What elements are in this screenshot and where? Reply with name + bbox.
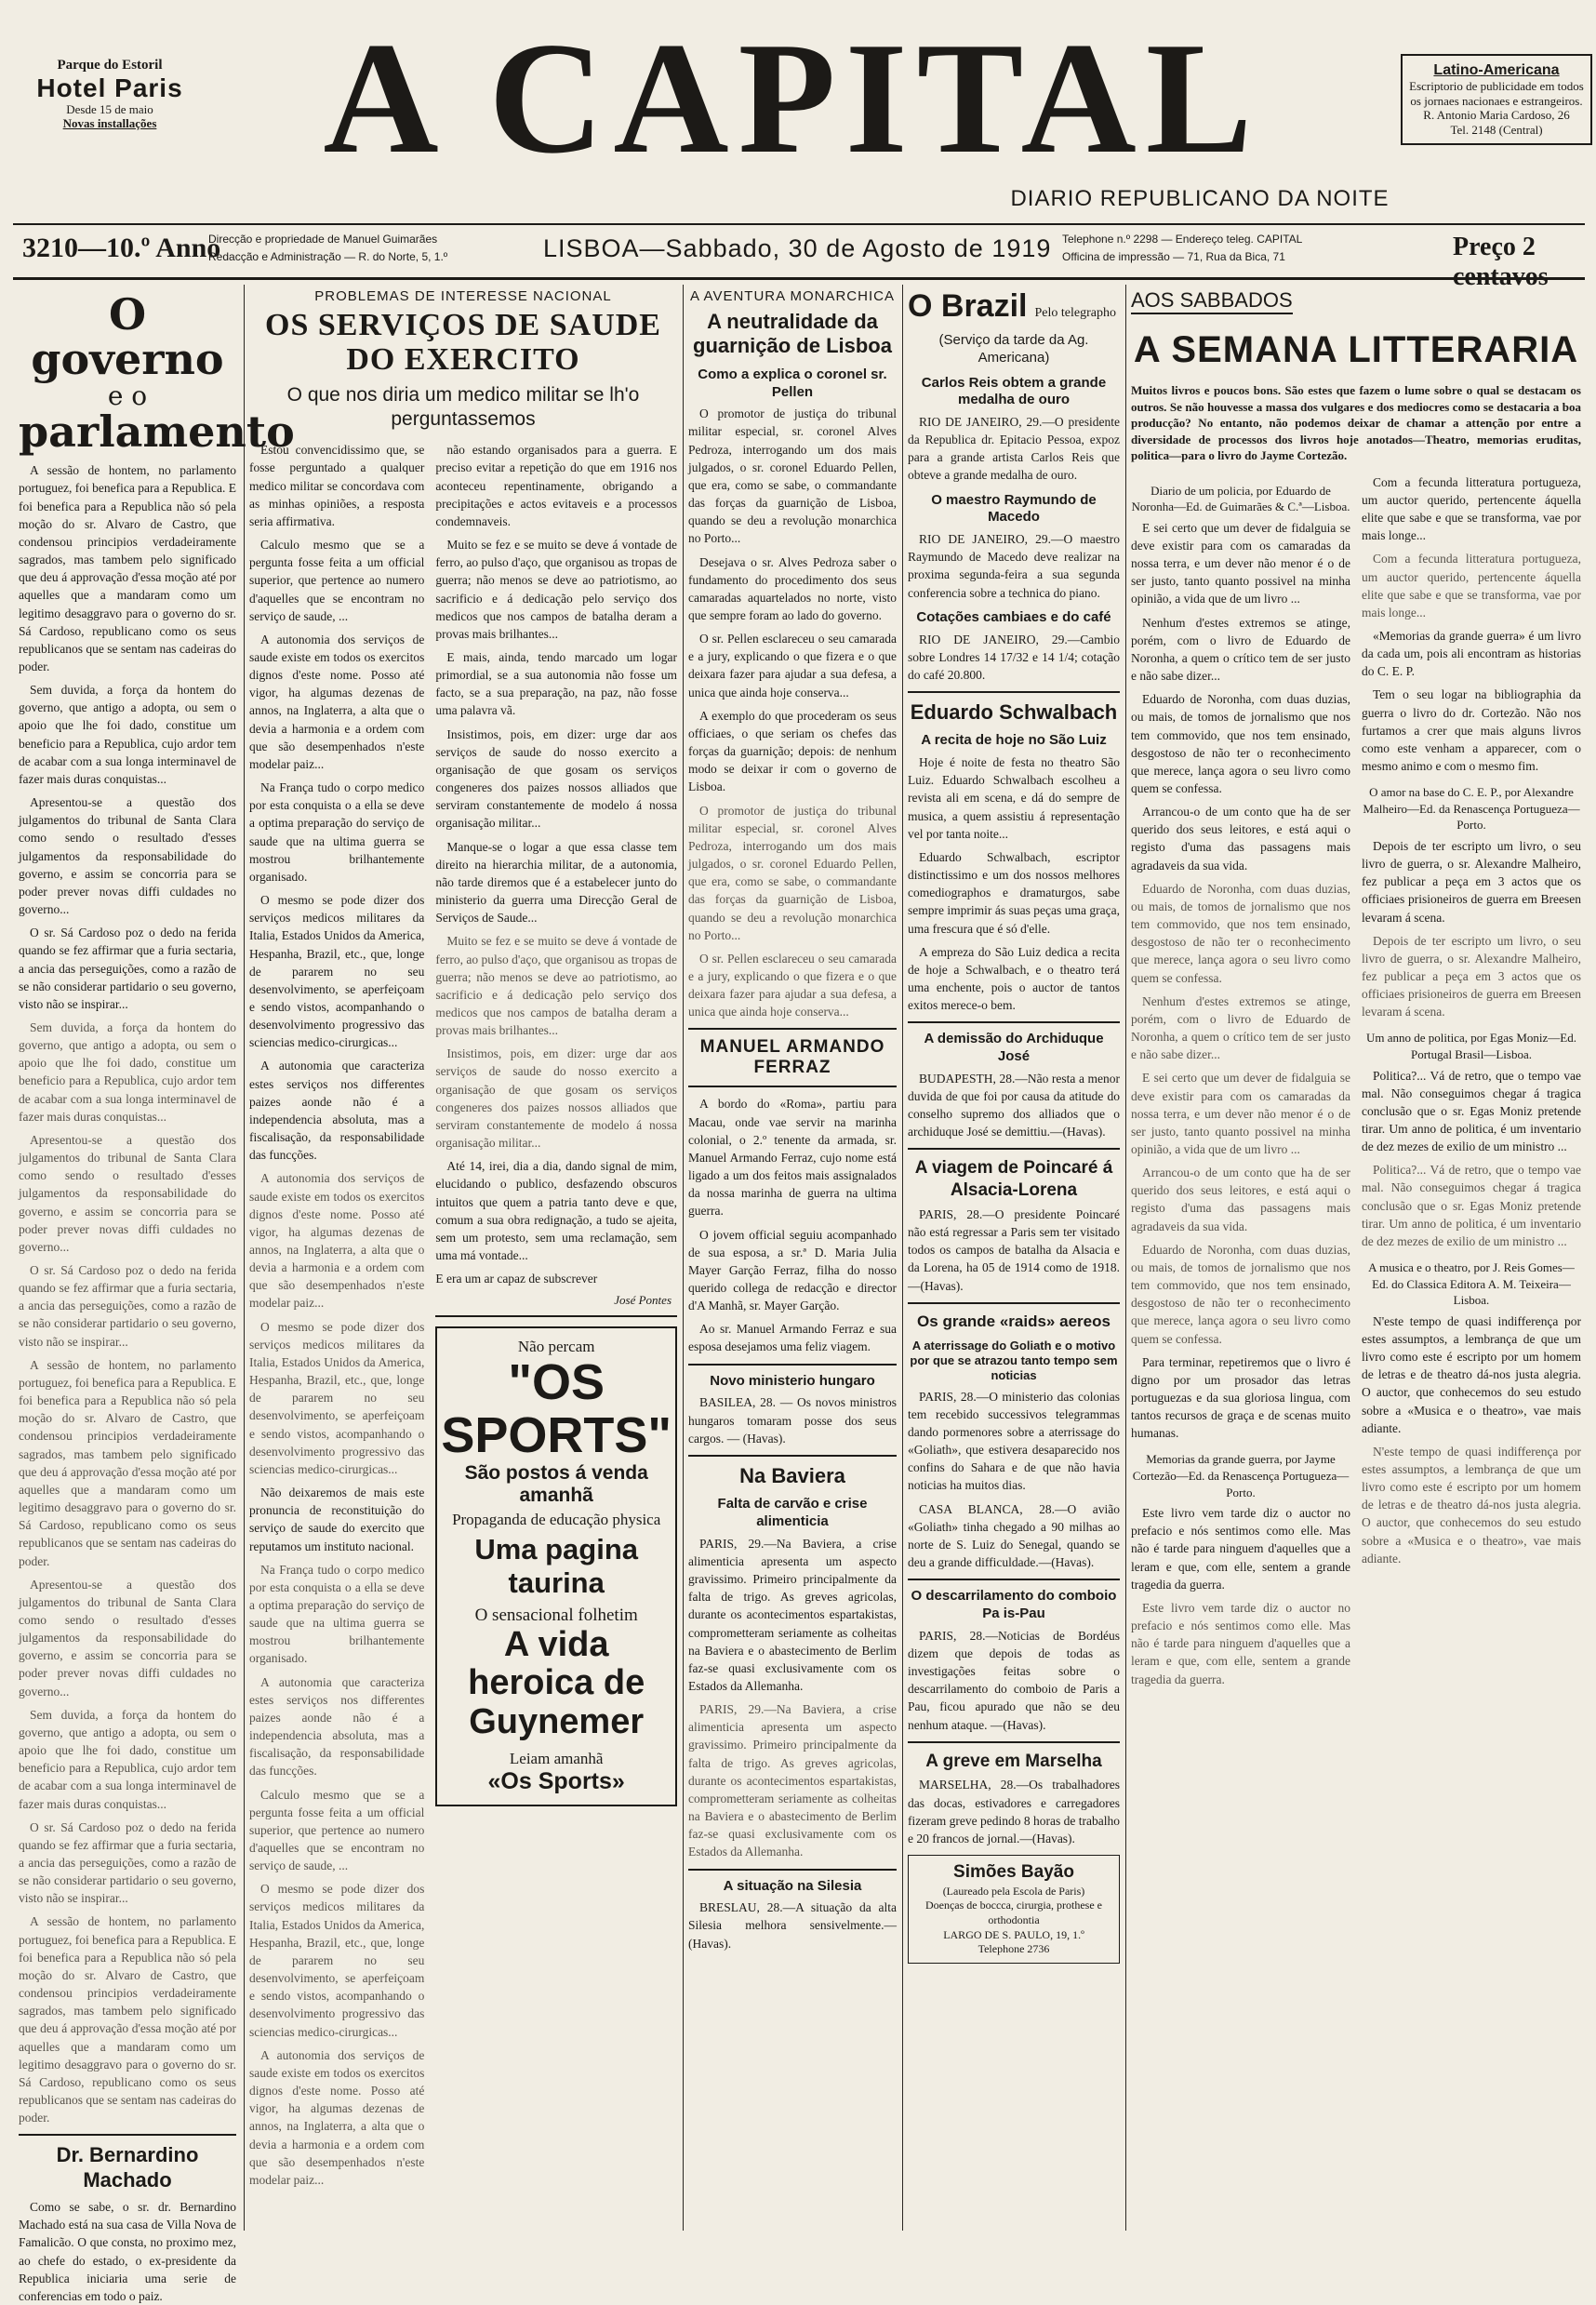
direction-info bbox=[208, 231, 447, 266]
article-paragraph: O promotor de justiça do tribunal militar especial, sr. coronel Alves Pedroza, interrogando um dos mais julgados, o sr. coronel Eduardo Pellen, que era, como se sabe, o commandante das forças da guarnição de Lisboa, quando se deu a revolução monarchica no Porto... bbox=[688, 406, 897, 546]
article-paragraph: A bordo do «Roma», partiu para Macau, onde vae servir na marinha colonial, o 2.º tenente da armada, sr. Manuel Armando Ferraz, cujo nome está ligado a um dos feitos mais assignalados da nossa marinha de guerra na ultima guerra. bbox=[688, 1097, 897, 1219]
article-paragraph: Eduardo de Noronha, com duas duzias, ou mais, de tomos de jornalismo que nos tem commovido, que nos tem ensinado, desgostoso de não ter o reconhecimento que merece, lança agora o seu livro como quem se confessa. bbox=[1131, 692, 1350, 796]
article-paragraph: A sessão de hontem, no parlamento portuguez, foi benefica para a Republica. E foi benefica para a Republica não só pela moção do sr. Alvaro de Castro, que condensou principios verdadeiramente sagrados, mas tambem pelo significado que deu á approvação d'essa moção até por aquelles que a mandaram como um legitimo desaggravo para o governo do sr. Sá Cardoso, republicano como os seus republicanos que se sentam nas cadeiras do poder. bbox=[19, 1914, 236, 2125]
article-headline: A SEMANA LITTERARIA bbox=[1133, 329, 1579, 370]
ad-line: Doenças de boccca, cirurgia, prothese e orthodontia bbox=[924, 1899, 1103, 1926]
article-paragraph: MARSELHA, 28.—Os trabalhadores das docas, estivadores e carregadores fizeram greve pedindo 8 horas de trabalho e 20 francos de jornal.—(Havas). bbox=[908, 1778, 1120, 1845]
article-paragraph: Tem o seu logar na bibliographia da guerra o livro do dr. Cortezão. Não nos furtamos a crer que mais alguns livros como este venham a apparecer, com o mesmo animo e com o mesmo fim. bbox=[1362, 687, 1581, 774]
article-paragraph: Este livro vem tarde diz o auctor no prefacio e nós sentimos como elle. Mas não é tarde para ninguem d'aquelles que a leram e que, com elle, sentem a grande tragedia da guerra. bbox=[1131, 1506, 1350, 1592]
ad-line: LARGO DE S. PAULO, 19, 1.º bbox=[943, 1927, 1084, 1941]
article-paragraph: PARIS, 28.—O ministerio das colonias tem recebido successivos telegrammas dando pormenores sobre a aterrissage do «Goliath», que estivera desaparecido nos confins do Sahara e de que não havia noticias ha muitos dias. bbox=[908, 1389, 1120, 1493]
article-paragraph: N'este tempo de quasi indifferença por estes assumptos, a lembrança de que um livro como este é escripto por um homem de letras e de theatro dá-nos justa alegria. O auctor, que conhecemos do seu estudo sobre a «Musica e o theatro», vae mais adiante. bbox=[1362, 1313, 1581, 1435]
review-heading: O amor na base do C. E. P., por Alexandre Malheiro—Ed. da Renascença Portugueza—Porto. bbox=[1363, 785, 1580, 833]
divider bbox=[435, 1315, 677, 1317]
simoes-bayao-ad bbox=[908, 1855, 1120, 1964]
article-kicker: A AVENTURA MONARCHICA bbox=[690, 288, 895, 304]
divider bbox=[688, 1364, 897, 1366]
divider bbox=[688, 1455, 897, 1457]
article-subheadline: Falta de carvão e crise alimenticia bbox=[717, 1496, 868, 1529]
article-headline: A greve em Marselha bbox=[925, 1751, 1102, 1771]
ad-left-line3: Desde 15 de maio bbox=[66, 102, 153, 117]
divider bbox=[908, 1148, 1120, 1150]
newspaper-title: A CAPITAL bbox=[323, 10, 1262, 187]
issue-number: 3210—10.º Anno bbox=[22, 233, 221, 263]
ad-line: O sensacional folhetim bbox=[474, 1605, 638, 1625]
divider bbox=[688, 1086, 897, 1087]
article-paragraph: A empreza do São Luiz dedica a recita de hoje a Schwalbach, e o theatro terá uma enchente, pois o auctor de tantos exitos merece-o bem. bbox=[908, 944, 1120, 1013]
article-paragraph: Depois de ter escripto um livro, o seu livro de guerra, o sr. Alexandre Malheiro, fez publicar a peça em 3 actos que os officiaes prisioneiros de guerra em Breesen levaram á scena. bbox=[1362, 838, 1581, 925]
column-literary-week bbox=[1131, 285, 1581, 2231]
divider bbox=[908, 1302, 1120, 1304]
column-telegrams bbox=[908, 285, 1120, 2231]
two-column-body bbox=[1131, 473, 1581, 1694]
direction-line: Direcção e propriedade de Manuel Guimarães bbox=[208, 233, 438, 246]
article-subheadline: A aterrissage do Goliath e o motivo por que se atrazou tanto tempo sem noticias bbox=[910, 1338, 1118, 1383]
article-paragraph: Sem duvida, a força da hontem do governo, que antigo a adopta, ou sem o apoio que lhe foi dado, constitue um beneficio para a Republica, cujo ardor tem de acabar com a sua longa interminavel de fazer mais duras conquistas... bbox=[19, 1019, 236, 1124]
article-paragraph: A autonomia dos serviços de saude existe em todos os exercitos dignos d'este nome. Posso até vigor, ha algumas dezenas de annos, na Inglaterra, a alta que o devia a harmonia e a ordem com que são desempenhados n'este modelar paiz... bbox=[249, 1171, 425, 1311]
brazil-header bbox=[908, 288, 1120, 325]
article-kicker: Pelo telegrapho bbox=[1034, 306, 1116, 320]
article-paragraph: PARIS, 29.—Na Baviera, a crise alimenticia apresenta um aspecto gravissimo. Primeiro principalmente da falta de trigo. As greves agricolas, durante os acontecimentos espartakistas, comprometteram seriamente as colheitas na Baviera e o abastecimento de Berlim faz-se quasi exclusivamente com os Estados da Allemanha. bbox=[688, 1536, 897, 1693]
ad-line: Telephone 2736 bbox=[978, 1942, 1050, 1956]
article-paragraph: Politica?... Vá de retro, que o tempo vae mal. Não conseguimos chegar á tragica conclusão que o sr. Egas Moniz pretende tirar. Um anno de politica, é um inventario de dez mezes de exilio de um ministro ... bbox=[1362, 1068, 1581, 1154]
article-paragraph: Para terminar, repetiremos que o livro é digno por um prosador das letras portuguezas e da sua gloriosa lingua, com tantos recursos de graça e de scenas muito humanas. bbox=[1131, 1354, 1350, 1441]
telephone-info bbox=[1062, 231, 1302, 266]
article-paragraph: Não deixaremos de mais este pronuncia de reconstituição do serviço de saude do exercito que reputamos um instituto nacional. bbox=[249, 1486, 425, 1553]
article-paragraph: O sr. Sá Cardoso poz o dedo na ferida quando se fez affirmar que a furia sectaria, a ancia das perseguições, como a razão de se não considerar partidario o seu governo, visto não se inspirar... bbox=[19, 1263, 236, 1349]
sub-column-right bbox=[1362, 473, 1581, 1694]
two-column-body bbox=[249, 441, 677, 2194]
article-paragraph: Eduardo Schwalbach, escriptor distinctissimo e um dos nossos melhores comediographos e dramaturgos, sabe sempre imprimir ás suas peças uma graça, uma frescura que é só d'elle. bbox=[908, 849, 1120, 936]
article-paragraph: O promotor de justiça do tribunal militar especial, sr. coronel Alves Pedroza, interrogando um dos mais julgados, o sr. coronel Eduardo Pellen, que era, como se sabe, o commandante das forças da guarnição de Lisboa, quando se deu a revolução monarchica no Porto... bbox=[688, 803, 897, 942]
article-paragraph: Insistimos, pois, em dizer: urge dar aos serviços de saude do nosso exercito a organisação de que gosam os serviços congeneres dos paizes nossos alliados que serviram constantemente de modelo á nossa organisação militar... bbox=[435, 1046, 677, 1151]
article-paragraph: Manque-se o logar a que essa classe tem direito na hierarchia militar, de a autonomia, não tarde diremos que é a estabelecer junto do ministerio da guerra uma Direcção Geral de Serviços de Saude... bbox=[435, 839, 677, 926]
article-headline: A situação na Silesia bbox=[723, 1877, 862, 1894]
article-paragraph: Apresentou-se a questão dos julgamentos do tribunal de Santa Clara como sendo o resultado d'esses julgamentos da responsabilidade do governo, e assim se concorria para se poder prever novas diffi culdades no governo... bbox=[19, 1577, 236, 1699]
article-paragraph: Arrancou-o de um conto que ha de ser querido dos seus leitores, e está aqui o registo d'uma das passagens mais agradaveis da sua vida. bbox=[1131, 1166, 1350, 1233]
article-paragraph: Com a fecunda litteratura portugueza, um auctor querido, pertencente áquella elite que sabe e que se transforma, vae por mais longe... bbox=[1362, 552, 1581, 620]
review-heading: Um anno de politica, por Egas Moniz—Ed. Portugal Brasil—Lisboa. bbox=[1365, 1031, 1576, 1061]
article-paragraph: A autonomia que caracteriza estes serviços nos differentes paizes aonde não é a independencia absoluta, mas a fiscalisação, da responsabilidade das funcções. bbox=[249, 1059, 425, 1163]
article-paragraph: E mais, ainda, tendo marcado um logar primordial, se a sua autonomia não fosse um facto, se a sua preparação, na paz, não fosse uma palavra vã. bbox=[435, 650, 677, 718]
ad-line: Leiam amanhã bbox=[509, 1750, 604, 1768]
divider bbox=[688, 1028, 897, 1030]
latino-americana-ad bbox=[1401, 54, 1592, 145]
divider bbox=[908, 691, 1120, 693]
article-subheadline: A recita de hoje no São Luiz bbox=[921, 732, 1107, 749]
article-paragraph: A autonomia que caracteriza estes serviços nos differentes paizes aonde não é a independencia absoluta, mas a fiscalisação, da responsabilidade das funcções. bbox=[249, 1674, 425, 1779]
column-rule bbox=[244, 285, 245, 2231]
article-paragraph: A sessão de hontem, no parlamento portuguez, foi benefica para a Republica. E foi benefica para a Republica não só pela moção do sr. Alvaro de Castro, que condensou principios verdadeiramente sagrados, mas tambem pelo significado que deu á approvação d'essa moção até por aquelles que a mandaram como um legitimo desaggravo para o governo do sr. Sá Cardoso, republicano como os seus republicanos que se sentam nas cadeiras do poder. bbox=[19, 463, 236, 673]
article-signature: José Pontes bbox=[614, 1293, 672, 1308]
article-paragraph: O sr. Sá Cardoso poz o dedo na ferida quando se fez affirmar que a furia sectaria, a ancia das perseguições, como a razão de se não considerar partidario o seu governo, visto não se inspirar... bbox=[19, 926, 236, 1011]
ad-left-line4: Novas installações bbox=[62, 116, 157, 131]
sub-column-left bbox=[1131, 473, 1350, 1694]
article-paragraph: «Memorias da grande guerra» é um livro da cada um, pois ali encontram as historias do C. E. P. bbox=[1362, 628, 1581, 679]
article-paragraph: O sr. Sá Cardoso poz o dedo na ferida quando se fez affirmar que a furia sectaria, a ancia das perseguições, como a razão de se não considerar partidario o seu governo, visto não se inspirar... bbox=[19, 1819, 236, 1906]
ad-line: (Laureado pela Escola de Paris) bbox=[942, 1884, 1085, 1898]
article-subheadline: Como a explica o coronel sr. Pellen bbox=[698, 366, 887, 400]
ad-right-line1: Latino-Americana bbox=[1433, 62, 1560, 78]
article-paragraph: Muito se fez e se muito se deve á vontade de ferro, ao pulso d'aço, que organisou as tropas de guerra; não menos se deve ao patriotismo, ao sacrificio e á dedicação pelo serviço dos medicos que nos campos de batalha deram a provas mais brilhantes... bbox=[435, 934, 677, 1038]
article-paragraph: Calculo mesmo que se a pergunta fosse feita a um official superior, que pertence ao numero d'aquelles que se encontram no serviço de saude, ... bbox=[249, 538, 425, 623]
divider bbox=[908, 1741, 1120, 1743]
article-paragraph: CASA BLANCA, 28.—O avião «Goliath» tinha chegado a 90 milhas ao norte de S. Luiz do Senegal, quando se deu a grande difficuldade.—(Havas). bbox=[908, 1501, 1120, 1570]
article-paragraph: Sem duvida, a força da hontem do governo, que antigo a adopta, ou sem o apoio que lhe foi dado, constitue um beneficio para a Republica, cujo ardor tem de acabar com a sua longa interminavel de fazer mais duras conquistas... bbox=[19, 683, 236, 786]
article-paragraph: E sei certo que um dever de fidalguia se deve existir para com os camaradas da nossa terra, e um dever não menor é o de ser justo, tanto quanto possivel na minha opinião, a vida que de um livro ... bbox=[1131, 1071, 1350, 1156]
article-subheadline: (Serviço da tarde da Ag. Americana) bbox=[938, 332, 1089, 366]
article-paragraph: Nenhum d'estes extremos se atinge, porém, com o livro de Eduardo de Noronha, a quem o crítico tem de ser justo e não sabe dizer... bbox=[1131, 615, 1350, 684]
ad-line: Propaganda de educação physica bbox=[452, 1510, 661, 1528]
article-paragraph: O jovem official seguiu acompanhado de sua esposa, a sr.ª D. Maria Julia Mayer Garção Ferraz, filha do nosso querido collega de redacção e director d'A Manhã, sr. Mayer Garção. bbox=[688, 1227, 897, 1313]
article-headline: Dr. Bernardino Machado bbox=[56, 2143, 199, 2192]
article-paragraph: PARIS, 28.—O presidente Poincaré não está regressar a Paris sem ter visitado todos os campos de batalha da Alsacia e da Lorena, ha 05 de 1914 como de 1918.—(Havas). bbox=[908, 1206, 1120, 1293]
article-paragraph: BUDAPESTH, 28.—Não resta a menor duvida de que foi por causa da atitude do conselho supremo dos alliados que o archiduque José se demittiu.—(Havas). bbox=[908, 1071, 1120, 1139]
column-rule bbox=[683, 285, 684, 2231]
ad-line: «Os Sports» bbox=[487, 1768, 625, 1795]
column-rule bbox=[902, 285, 903, 2231]
article-headline bbox=[19, 289, 295, 457]
ad-right-line4: Tel. 2148 (Central) bbox=[1450, 122, 1543, 137]
newspaper-subtitle: DIARIO REPUBLICANO DA NOITE bbox=[1010, 186, 1390, 211]
ad-line: Simões Bayão bbox=[953, 1862, 1074, 1883]
headline-part: O governo bbox=[31, 289, 224, 385]
divider bbox=[908, 1021, 1120, 1023]
article-headline: OS SERVIÇOS DE SAUDE DO EXERCITO bbox=[265, 308, 661, 378]
ad-left-line1: Parque do Estoril bbox=[57, 58, 163, 73]
article-paragraph: PARIS, 29.—Na Baviera, a crise alimenticia apresenta um aspecto gravissimo. Primeiro principalmente da falta de trigo. As greves agricolas, durante os acontecimentos espartakistas, comprometteram seriamente as colheitas na Baviera e o abastecimento de Berlim faz-se quasi exclusivamente com os Estados da Allemanha. bbox=[688, 1702, 897, 1859]
article-kicker: PROBLEMAS DE INTERESSE NACIONAL bbox=[314, 288, 612, 304]
article-headline: Na Baviera bbox=[739, 1463, 845, 1487]
article-paragraph: PARIS, 28.—Noticias de Bordéus dizem que depois de todas as investigações feitas sobre o descarrilamento do comboio de Paris a Pau, ficou apurado que não se deu nenhum ataque. —(Havas). bbox=[908, 1628, 1120, 1732]
hotel-paris-ad bbox=[17, 58, 203, 131]
telegram-title: Cotações cambiaes e do café bbox=[916, 608, 1111, 625]
info-bar bbox=[13, 223, 1585, 291]
telegram-title: O maestro Raymundo de Macedo bbox=[931, 491, 1097, 526]
divider bbox=[688, 1869, 897, 1871]
article-headline: A neutralidade da guarnição de Lisboa bbox=[693, 310, 892, 358]
ad-line: São postos á venda amanhã bbox=[464, 1461, 648, 1506]
article-paragraph: Apresentou-se a questão dos julgamentos do tribunal de Santa Clara como sendo o resultado d'esses julgamentos da responsabilidade do governo, e assim se concorria para se poder prever novas diffi culdades no governo... bbox=[19, 1132, 236, 1254]
issue-date: LISBOA—Sabbado, 30 de Agosto de 1919 bbox=[543, 234, 1052, 262]
article-paragraph: Nenhum d'estes extremos se atinge, porém, com o livro de Eduardo de Noronha, a quem o crítico tem de ser justo e não sabe dizer... bbox=[1131, 993, 1350, 1062]
article-paragraph: A sessão de hontem, no parlamento portuguez, foi benefica para a Republica. E foi benefica para a Republica não só pela moção do sr. Alvaro de Castro, que condensou principios verdadeiramente sagrados, mas tambem pelo significado que deu á approvação d'essa moção até por aquelles que a mandaram como um legitimo desaggravo para o governo do sr. Sá Cardoso, republicano como os seus republicanos que se sentam nas cadeiras do poder. bbox=[19, 1357, 236, 1568]
redaction-line: Redacção e Administração — R. do Norte, 5, 1.º bbox=[208, 250, 448, 264]
article-paragraph: Como se sabe, o sr. dr. Bernardino Machado está na sua casa de Villa Nova de Famalicão. O que consta, no proximo mez, ao chefe do estado, o ex-presidente da Republica iniciaria uma serie de conferencias em todo o paiz. bbox=[19, 2200, 236, 2303]
divider bbox=[19, 2134, 236, 2136]
telegram-title: Carlos Reis obtem a grande medalha de ouro bbox=[921, 374, 1107, 408]
article-paragraph: Politica?... Vá de retro, que o tempo vae mal. Não conseguimos chegar á tragica conclusão que o sr. Egas Moniz pretende tirar. Um anno de politica, é um inventario de dez mezes de exilio de um ministro ... bbox=[1362, 1163, 1581, 1248]
article-paragraph: RIO DE JANEIRO, 29.—Cambio sobre Londres 14 17/32 e 14 1/4; cotação do café 20.800. bbox=[908, 632, 1120, 682]
column-monarchist-adventure bbox=[688, 285, 897, 2231]
headline-part: parlamento bbox=[19, 406, 295, 457]
article-paragraph: Arrancou-o de um conto que ha de ser querido dos seus leitores, e está aqui o registo d'uma das passagens mais agradaveis da sua vida. bbox=[1131, 805, 1350, 873]
article-paragraph: Sem duvida, a força da hontem do governo, que antigo a adopta, ou sem o apoio que lhe foi dado, constitue um beneficio para a Republica, cujo ardor tem de acabar com a sua longa interminavel de fazer mais duras conquistas... bbox=[19, 1707, 236, 1811]
ad-line: Uma pagina taurina bbox=[474, 1532, 639, 1599]
article-paragraph: não estando organisados para a guerra. E preciso evitar a repetição do que em 1916 nos aconteceu repentinamente, obrigando a precipitações e actos evitaveis e a processos condemnaveis. bbox=[435, 443, 677, 528]
ad-line: "OS SPORTS" bbox=[441, 1354, 672, 1463]
article-lead: Muitos livros e poucos bons. São estes que fazem o lume sobre o qual se destacam os outros. Se não houvesse a massa dos vulgares e dos mediocres como se destacaria a boa producção? No entanto, não podemos deixar de chamar a attenção por entre a diversidade de processos dos livros hoje anotados—Theatro, memorias eruditas, politica—para o livro do Jayme Cortezão. bbox=[1131, 383, 1581, 463]
article-headline: MANUEL ARMANDO FERRAZ bbox=[699, 1037, 885, 1078]
article-paragraph: O mesmo se pode dizer dos serviços medicos militares da Italia, Estados Unidos da America, Hespanha, Brazil, etc., que, longe de pararem no seu desenvolvimento, se aperfeiçoam e sendo vistos, acompanhando o desenvolvimento progressivo das sciencias medico-cirurgicas... bbox=[249, 893, 425, 1050]
article-headline: O Brazil bbox=[908, 288, 1028, 324]
article-headline: A demissão do Archiduque José bbox=[924, 1031, 1104, 1065]
article-subheadline: O que nos diria um medico militar se lh'o perguntassemos bbox=[286, 383, 640, 431]
divider bbox=[908, 1579, 1120, 1580]
ad-line: Não percam bbox=[517, 1338, 595, 1356]
article-paragraph: BASILEA, 28. — Os novos ministros hungaros tomaram posse dos seus cargos. — (Havas). bbox=[688, 1395, 897, 1446]
article-paragraph: Hoje é noite de festa no theatro São Luiz. Eduardo Schwalbach escolheu a revista ali em scena, e dá do sempre de musica, a quem assistiu á representação vel por tanta noite... bbox=[908, 755, 1120, 841]
article-paragraph: Este livro vem tarde diz o auctor no prefacio e nós sentimos como elle. Mas não é tarde para ninguem d'aquelles que a leram e que, com elle, sentem a grande tragedia da guerra. bbox=[1131, 1600, 1350, 1686]
article-paragraph: E sei certo que um dever de fidalguia se deve existir para com os camaradas da nossa terra, e um dever não menor é o de ser justo, tanto quanto possivel na minha opinião, a vida que de um livro ... bbox=[1131, 520, 1350, 606]
article-headline: Novo ministerio hungaro bbox=[710, 1372, 875, 1389]
article-paragraph: Depois de ter escripto um livro, o seu livro de guerra, o sr. Alexandre Malheiro, fez publicar a peça em 3 actos que os officiaes prisioneiros de guerra em Breesen levaram á scena. bbox=[1362, 933, 1581, 1019]
article-kicker: AOS SABBADOS bbox=[1131, 288, 1293, 314]
article-paragraph: E era um ar capaz de subscrever bbox=[435, 1272, 598, 1286]
article-paragraph: Na França tudo o corpo medico por esta conquista o a ella se deve a optima preparação do serviço de saude que na ultima guerra se mostrou brilhantemente organisado. bbox=[249, 780, 425, 884]
telephone-line: Telephone n.º 2298 — Endereço teleg. CAPITAL bbox=[1062, 233, 1303, 246]
review-heading: A musica e o theatro, por J. Reis Gomes—Ed. do Classica Editora A. M. Teixeira—Lisboa. bbox=[1368, 1260, 1575, 1308]
column-health-services bbox=[249, 285, 677, 2231]
article-paragraph: O mesmo se pode dizer dos serviços medicos militares da Italia, Estados Unidos da America, Hespanha, Brazil, etc., que, longe de pararem no seu desenvolvimento, se aperfeiçoam e sendo vistos, acompanhando o desenvolvimento progressivo das sciencias medico-cirurgicas... bbox=[249, 1319, 425, 1476]
review-heading: Memorias da grande guerra, por Jayme Cortezão—Ed. da Renascença Portugueza—Porto. bbox=[1132, 1452, 1350, 1499]
article-paragraph: RIO DE JANEIRO, 29.—O presidente da Republica dr. Epitacio Pessoa, expoz para a grande artista Carlos Reis que obteve a grande medalha de ouro. bbox=[908, 415, 1120, 483]
ad-right-line3: R. Antonio Maria Cardoso, 26 bbox=[1423, 108, 1570, 123]
article-headline: Os grande «raids» aereos bbox=[917, 1312, 1111, 1330]
ad-line: A vida heroica de Guynemer bbox=[468, 1624, 645, 1742]
article-paragraph: Estou convencidissimo que, se fosse perguntado a qualquer medico militar se concordava com as minhas opiniões, a resposta seria affirmativa. bbox=[249, 443, 425, 528]
article-paragraph: Calculo mesmo que se a pergunta fosse feita a um official superior, que pertence ao numero d'aquelles que se encontram no serviço de saude, ... bbox=[249, 1787, 425, 1873]
ad-right-line2: Escriptorio de publicidade em todos os jornaes nacionaes e estrangeiros. bbox=[1409, 79, 1584, 108]
article-paragraph: Com a fecunda litteratura portugueza, um auctor querido, pertencente áquella elite que sabe e que se transforma, vae por mais longe... bbox=[1362, 474, 1581, 543]
article-paragraph: Até 14, irei, dia a dia, dando signal de mim, elucidando o publico, desfazendo obscuros intuitos que quem a patria tanto deve e que, comum a sua obra redignação, a tudo se ajeita, sem um protesto, sem uma reclamação, sem uma má vontade... bbox=[435, 1159, 677, 1262]
article-paragraph: Insistimos, pois, em dizer: urge dar aos serviços de saude do nosso exercito a organisação de que gosam os serviços congeneres dos paizes nossos alliados que serviram constantemente de modelo á nossa organisação militar... bbox=[435, 726, 677, 831]
article-paragraph: A exemplo do que procederam os seus officiaes, o que seriam os chefes das forças da guarnição; depois: de nenhum modo se deixar ir com o governo de Lisboa. bbox=[688, 708, 897, 794]
article-paragraph: Ao sr. Manuel Armando Ferraz e sua esposa desejamos uma feliz viagem. bbox=[688, 1322, 897, 1354]
os-sports-ad bbox=[435, 1326, 677, 1806]
column-govt-parliament bbox=[19, 285, 295, 2303]
article-paragraph: N'este tempo de quasi indifferença por estes assumptos, a lembrança de que um livro como este é escripto por um homem de letras e de theatro dá-nos justa alegria. O auctor, que conhecemos do seu estudo sobre a «Musica e o theatro», vae mais adiante. bbox=[1362, 1444, 1581, 1566]
article-paragraph: Muito se fez e se muito se deve á vontade de ferro, ao pulso d'aço, que organisou as tropas de guerra; não menos se deve ao patriotismo, ao sacrificio e á dedicação pelo serviço dos medicos que nos campos de batalha deram a provas mais brilhantes... bbox=[435, 538, 677, 641]
article-paragraph: Apresentou-se a questão dos julgamentos do tribunal de Santa Clara como sendo o resultado d'esses julgamentos da responsabilidade do governo, e assim se concorria para se poder prever novas diffi culdades no governo... bbox=[19, 795, 236, 917]
article-paragraph: O mesmo se pode dizer dos serviços medicos militares da Italia, Estados Unidos da America, Hespanha, Brazil, etc., que, longe de pararem no seu desenvolvimento, se aperfeiçoam e sendo vistos, acompanhando o desenvolvimento progressivo das sciencias medico-cirurgicas... bbox=[249, 1882, 425, 2039]
article-headline: Eduardo Schwalbach bbox=[910, 699, 1118, 724]
column-rule bbox=[1125, 285, 1126, 2231]
article-paragraph: Na França tudo o corpo medico por esta conquista o a ella se deve a optima preparação do serviço de saude que na ultima guerra se mostrou brilhantemente organisado. bbox=[249, 1562, 425, 1666]
sub-column-left bbox=[249, 441, 424, 2194]
review-heading: Diario de um policia, por Eduardo de Noronha—Ed. de Guimarães & C.ª—Lisboa. bbox=[1131, 483, 1350, 514]
article-paragraph: O sr. Pellen esclareceu o seu camarada e a jury, explicando o que fizera e o que deixara fazer para ajudar a sua defesa, a unica que ainda hoje conserva... bbox=[688, 632, 897, 699]
printing-line: Officina de impressão — 71, Rua da Bica, 71 bbox=[1062, 250, 1285, 264]
article-paragraph: Eduardo de Noronha, com duas duzias, ou mais, de tomos de jornalismo que nos tem commovido, que nos tem ensinado, desgostoso de não ter o reconhecimento que merece, lança agora o seu livro como quem se confessa. bbox=[1131, 1242, 1350, 1346]
article-headline: A viagem de Poincaré á Alsacia-Lorena bbox=[914, 1158, 1113, 1201]
ad-left-line2: Hotel Paris bbox=[36, 73, 183, 103]
article-paragraph: A autonomia dos serviços de saude existe em todos os exercitos dignos d'este nome. Posso até vigor, ha algumas dezenas de annos, na Inglaterra, a alta que o devia a harmonia e a ordem com que são desempenhados n'este modelar paiz... bbox=[249, 632, 425, 771]
article-paragraph: Eduardo de Noronha, com duas duzias, ou mais, de tomos de jornalismo que nos tem commovido, que nos tem ensinado, desgostoso de não ter o reconhecimento que merece, lança agora o seu livro como quem se confessa. bbox=[1131, 881, 1350, 985]
sub-column-right bbox=[435, 441, 677, 2194]
article-paragraph: O sr. Pellen esclareceu o seu camarada e a jury, explicando o que fizera e o que deixara fazer para ajudar a sua defesa, a unica que ainda hoje conserva... bbox=[688, 951, 897, 1019]
article-paragraph: RIO DE JANEIRO, 29.—O maestro Raymundo de Macedo deve realizar na proxima segunda-feira a sua segunda conferencia sobre a technica do piano. bbox=[908, 532, 1120, 600]
price: Preço 2 centavos bbox=[1453, 233, 1549, 291]
article-headline: O descarrilamento do comboio Pa is-Pau bbox=[911, 1588, 1117, 1622]
headline-part: e o bbox=[107, 380, 148, 411]
article-paragraph: BRESLAU, 28.—A situação da alta Silesia melhora sensivelmente.—(Havas). bbox=[688, 1900, 897, 1951]
article-paragraph: Desejava o sr. Alves Pedroza saber o fundamento do procedimento dos seus camaradas aquartelados no norte, visto que sempre foram ao lado do governo. bbox=[688, 554, 897, 622]
article-paragraph: A autonomia dos serviços de saude existe em todos os exercitos dignos d'este nome. Posso até vigor, ha algumas dezenas de annos, na Inglaterra, a alta que o devia a harmonia e a ordem com que são desempenhados n'este modelar paiz... bbox=[249, 2047, 425, 2187]
